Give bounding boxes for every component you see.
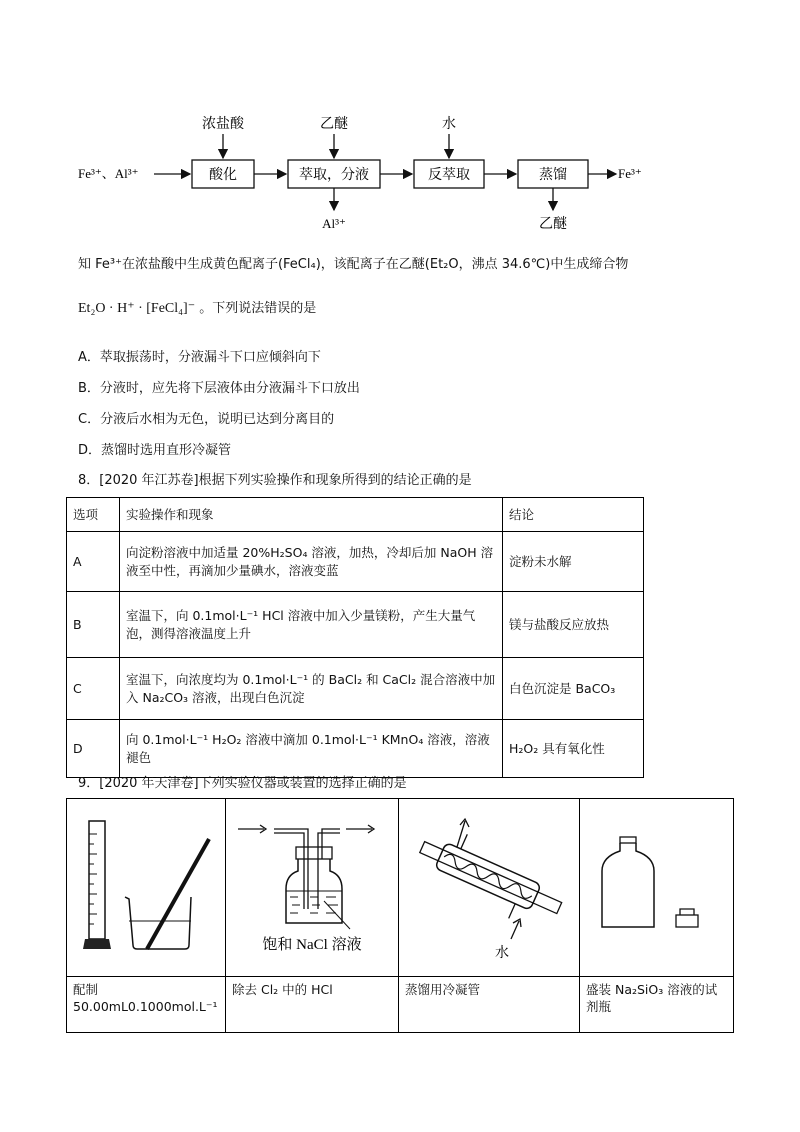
process-flow-diagram (70, 110, 710, 240)
condenser-image (399, 799, 579, 971)
reagent-bottle-image (580, 799, 730, 971)
option-c: C．分液后水相为无色，说明已达到分离目的 (78, 412, 335, 427)
row-operation: 向 0.1mol·L⁻¹ H₂O₂ 溶液中滴加 0.1mol·L⁻¹ KMnO₄ 溶液，溶液褪色 (120, 720, 503, 778)
caption-cell (67, 977, 226, 1033)
box-extract-label: 萃取，分液 (299, 167, 369, 183)
apparatus-caption-row (67, 977, 734, 1033)
cell-graduated-cylinder (67, 799, 226, 977)
q8-table (66, 497, 644, 778)
cell-gas-washing-bottle (226, 799, 399, 977)
table-row (67, 532, 644, 592)
q9-table (66, 798, 734, 1033)
row-conclusion: H₂O₂ 具有氧化性 (503, 720, 644, 778)
apparatus-image-row (67, 799, 734, 977)
option-a: A．萃取振荡时，分液漏斗下口应倾斜向下 (78, 350, 321, 365)
cell-condenser (399, 799, 580, 977)
caption-gas-washing: 除去 Cl₂ 中的 HCl (232, 982, 333, 997)
flow-start: Fe³⁺、Al³⁺ (78, 166, 139, 181)
output-al: Al³⁺ (322, 216, 346, 231)
row-operation: 室温下，向 0.1mol·L⁻¹ HCl 溶液中加入少量镁粉，产生大量气泡，测得溶液温度上升 (120, 592, 503, 658)
caption-cell (580, 977, 734, 1033)
flow-end: Fe³⁺ (618, 166, 642, 181)
row-option: B (67, 592, 120, 658)
complex-formula: Et₂O · H⁺ · [FeCl₄]⁻ (78, 301, 196, 316)
output-ether: 乙醚 (539, 216, 567, 232)
box-back-extract-label: 反萃取 (428, 167, 470, 183)
cell-reagent-bottle (580, 799, 734, 977)
row-conclusion: 镁与盐酸反应放热 (503, 592, 644, 658)
table-header-row (67, 498, 644, 532)
option-b: B．分液时，应先将下层液体由分液漏斗下口放出 (78, 381, 360, 396)
option-d: D．蒸馏时选用直形冷凝管 (78, 443, 232, 458)
input-water: 水 (442, 116, 456, 132)
row-conclusion: 淀粉未水解 (503, 532, 644, 592)
row-conclusion: 白色沉淀是 BaCO₃ (503, 658, 644, 720)
table-row (67, 658, 644, 720)
q9-title: 9．[2020 年天津卷]下列实验仪器或装置的选择正确的是 (78, 776, 407, 791)
nacl-solution-label: 饱和 NaCl 溶液 (262, 937, 362, 953)
row-operation: 室温下，向浓度均为 0.1mol·L⁻¹ 的 BaCl₂ 和 CaCl₂ 混合溶液中加入 Na₂CO₃ 溶液，出现白色沉淀 (120, 658, 503, 720)
caption-cell (226, 977, 399, 1033)
row-operation: 向淀粉溶液中加适量 20%H₂SO₄ 溶液，加热，冷却后加 NaOH 溶液至中性，再滴加少量碘水，溶液变蓝 (120, 532, 503, 592)
gas-washing-bottle-image (226, 799, 398, 971)
row-option: D (67, 720, 120, 778)
table-row (67, 720, 644, 778)
caption-cell (399, 977, 580, 1033)
intro-question-tail: 。下列说法错误的是 (199, 301, 317, 316)
q8-title: 8．[2020 年江苏卷]根据下列实验操作和现象所得到的结论正确的是 (78, 473, 472, 488)
caption-reagent-bottle: 盛装 Na₂SiO₃ 溶液的试剂瓶 (586, 982, 718, 1014)
row-option: C (67, 658, 120, 720)
water-label: 水 (495, 945, 509, 961)
caption-condenser: 蒸馏用冷凝管 (405, 982, 481, 997)
box-acidify-label: 酸化 (209, 167, 237, 183)
input-hcl: 浓盐酸 (202, 116, 244, 132)
header-operation: 实验操作和现象 (120, 498, 503, 532)
header-conclusion: 结论 (503, 498, 644, 532)
box-distill-label: 蒸馏 (539, 167, 567, 183)
intro-line-2 (78, 300, 316, 318)
intro-line-1: 知 Fe³⁺在浓盐酸中生成黄色配离子(FeCl₄)，该配离子在乙醚(Et₂O，沸点 34.6℃)中生成缔合物 (78, 257, 629, 272)
row-option: A (67, 532, 120, 592)
header-option: 选项 (67, 498, 120, 532)
input-ether: 乙醚 (320, 116, 348, 132)
table-row (67, 592, 644, 658)
caption-graduated-cylinder: 配制 50.00mL0.1000mol.L⁻¹ (73, 982, 218, 1014)
graduated-cylinder-beaker-image (67, 799, 225, 971)
